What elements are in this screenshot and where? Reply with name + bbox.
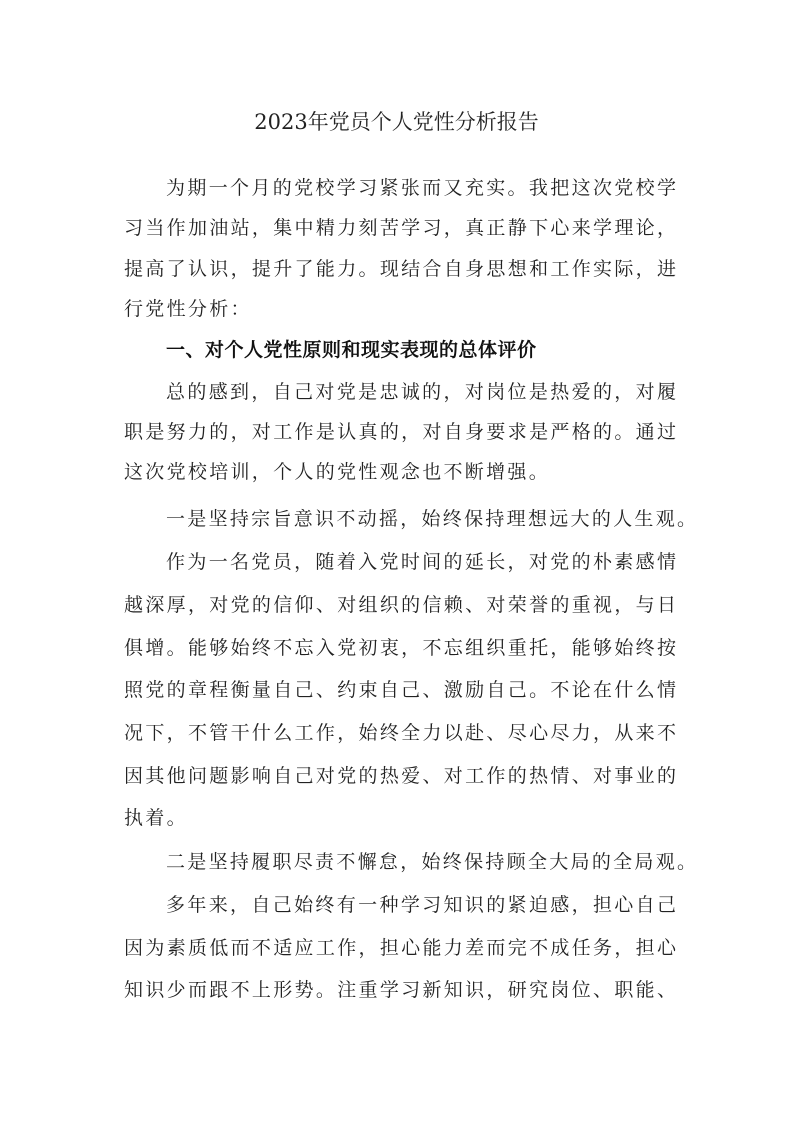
paragraph-line: 一是坚持宗旨意识不动摇，始终保持理想远大的人生观。 bbox=[166, 508, 696, 530]
paragraph-line: 作为一名党员，随着入党时间的延长，对党的朴素感情 bbox=[166, 551, 676, 573]
paragraph-line: 这次党校培训，个人的党性观念也不断增强。 bbox=[124, 461, 551, 483]
paragraph-line: 因其他问题影响自己对党的热爱、对工作的热情、对事业的 bbox=[124, 765, 676, 787]
paragraph-line: 习当作加油站，集中精力刻苦学习，真正静下心来学理论， bbox=[124, 217, 676, 239]
paragraph-line: 提高了认识，提升了能力。现结合自身思想和工作实际，进 bbox=[124, 258, 676, 280]
paragraph-line: 多年来，自己始终有一种学习知识的紧迫感，担心自己 bbox=[166, 894, 676, 916]
document-title: 2023年党员个人党性分析报告 bbox=[254, 110, 539, 134]
paragraph-line: 越深厚，对党的信仰、对组织的信赖、对荣誉的重视，与日 bbox=[124, 594, 676, 616]
paragraph-line: 俱增。能够始终不忘入党初衷，不忘组织重托，能够始终按 bbox=[124, 637, 676, 659]
paragraph-line: 为期一个月的党校学习紧张而又充实。我把这次党校学 bbox=[166, 177, 676, 199]
paragraph-line: 二是坚持履职尽责不懈怠，始终保持顾全大局的全局观。 bbox=[166, 851, 696, 873]
paragraph-line: 总的感到，自己对党是忠诚的，对岗位是热爱的，对履 bbox=[166, 381, 676, 403]
paragraph-line: 知识少而跟不上形势。注重学习新知识，研究岗位、职能、 bbox=[124, 979, 676, 1001]
paragraph-line: 执着。 bbox=[124, 807, 188, 829]
paragraph-line: 因为素质低而不适应工作，担心能力差而完不成任务，担心 bbox=[124, 937, 676, 959]
section-heading: 一、对个人党性原则和现实表现的总体评价 bbox=[166, 339, 537, 361]
paragraph-line: 行党性分析： bbox=[124, 298, 252, 320]
paragraph-line: 况下，不管干什么工作，始终全力以赴、尽心尽力，从来不 bbox=[124, 722, 676, 744]
paragraph-line: 照党的章程衡量自己、约束自己、激励自己。不论在什么情 bbox=[124, 679, 676, 701]
paragraph-line: 职是努力的，对工作是认真的，对自身要求是严格的。通过 bbox=[124, 421, 676, 443]
